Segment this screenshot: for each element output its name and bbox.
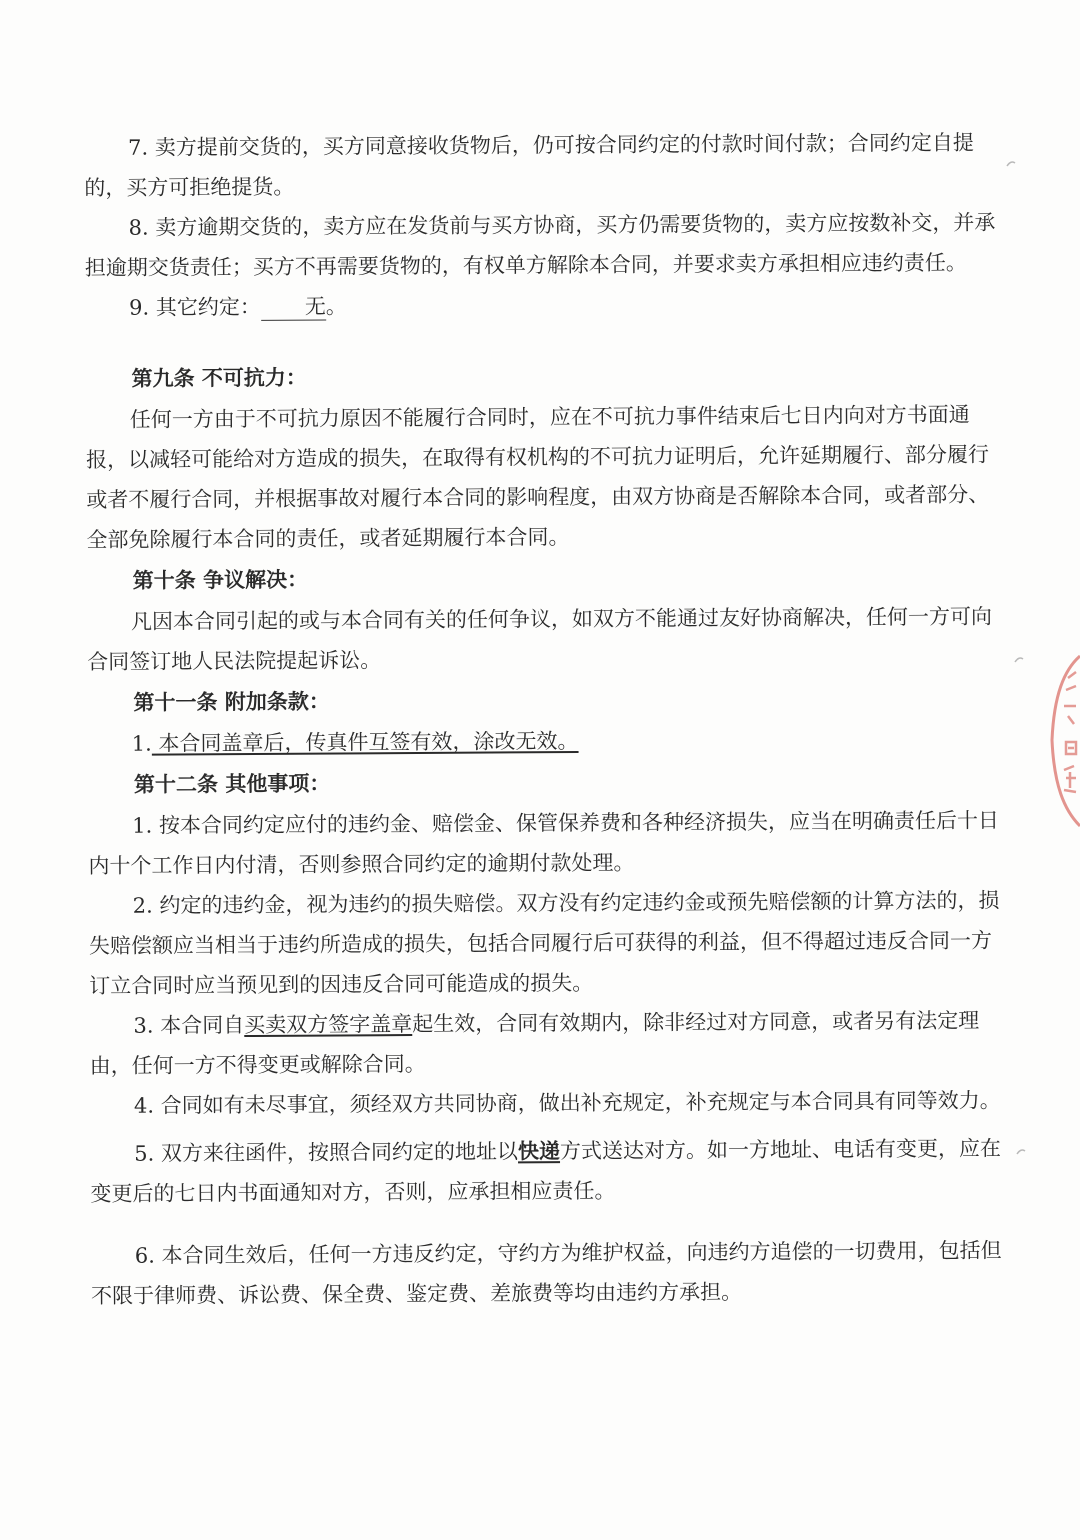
article-12-heading: 第十二条 其他事项： (133, 770, 331, 797)
seal-stamp-fragment (1044, 650, 1080, 830)
clause-item-8: 8. 卖方逾期交货的，卖方应在发货前与买方协商，买方仍需要货物的，卖方应按数补交，并承担逾期交货责任；买方不再需要货物的，有权单方解除本合同，并要求卖方承担相应违约责任。 (84, 210, 996, 280)
article-12-item-1: 1. 按本合同约定应付的违约金、赔偿金、保管保养费和各种经济损失，应当在明确责任后十日内十个工作日内付清，否则参照合同约定的逾期付款处理。 (88, 808, 1000, 878)
article-11-item-1-number: 1. (131, 731, 152, 756)
item9-fill-value: 无 (261, 294, 326, 321)
item9-suffix: 。 (325, 294, 347, 319)
item3-underlined: 买卖双方签字盖章 (244, 1012, 413, 1038)
article-9-heading: 第九条 不可抗力： (131, 364, 307, 391)
seal-stamp-graphic (1044, 650, 1080, 830)
article-12-item-3 (89, 1000, 1009, 1086)
article-11-heading: 第十一条 附加条款： (133, 688, 330, 715)
article-10-body: 凡因本合同引起的或与本合同有关的任何争议，如双方不能通过友好协商解决，任何一方可向合同签订地人民法院提起诉讼。 (87, 604, 993, 674)
article-12-item-6: 6. 本合同生效后，任何一方违反约定，守约方为维护权益，向违约方追偿的一切费用，包括但不限于律师费、诉讼费、保全费、鉴定费、差旅费等均由违约方承担。 (91, 1238, 1002, 1308)
clause-item-7: 7. 卖方提前交货的，买方同意接收货物后，仍可按合同约定的付款时间付款；合同约定自提的，买方可拒绝提货。 (84, 130, 974, 200)
margin-speck (1016, 1148, 1026, 1156)
margin-speck (1006, 160, 1016, 168)
article-11-item-1-text: 本合同盖章后，传真件互签有效，涂改无效。 (151, 728, 579, 756)
article-10-heading: 第十条 争议解决： (132, 566, 309, 593)
item9-prefix: 9. 其它约定： (129, 294, 261, 320)
item5-prefix: 5. 双方来往函件，按照合同约定的地址以 (134, 1139, 519, 1166)
item5-suffix: 方式送达对方。如一方地址、电话有变更，应在变更后的七日内书面通知对方，否则，应承担相应责任。 (90, 1136, 1002, 1206)
margin-speck (1014, 656, 1024, 664)
article-12-item-4: 4. 合同如有未尽事宜，须经双方共同协商，做出补充规定，补充规定与本合同具有同等效力。 (133, 1088, 1001, 1118)
clause-item-9 (85, 282, 1005, 328)
article-9-body: 任何一方由于不可抗力原因不能履行合同时，应在不可抗力事件结束后七日内向对方书面通报，以减轻可能给对方造成的损失，在取得有权机构的不可抗力证明后，允许延期履行、部分履行或者不履行合同，并根据事故对履行本合同的影响程度，由双方协商是否解除本合同，或者部分、全部免除履行本合同的责任，或者延期履行本合同。 (85, 402, 990, 552)
item5-underlined: 快递 (517, 1138, 561, 1164)
article-12-item-2: 2. 约定的违约金，视为违约的损失赔偿。双方没有约定违约金或预先赔偿额的计算方法的，损失赔偿额应当相当于违约所造成的损失，包括合同履行后可获得的利益，但不得超过违反合同一方订立合同时应当预见到的因违反合同可能造成的损失。 (88, 888, 1000, 998)
article-12-item-5 (90, 1128, 1010, 1214)
item3-suffix: 起生效，合同有效期内，除非经过对方同意，或者另有法定理由，任何一方不得变更或解除合同。 (89, 1008, 980, 1078)
article-11-item-1 (88, 718, 1008, 764)
item3-prefix: 3. 本合同自 (133, 1013, 245, 1038)
contract-body (84, 122, 1011, 1316)
